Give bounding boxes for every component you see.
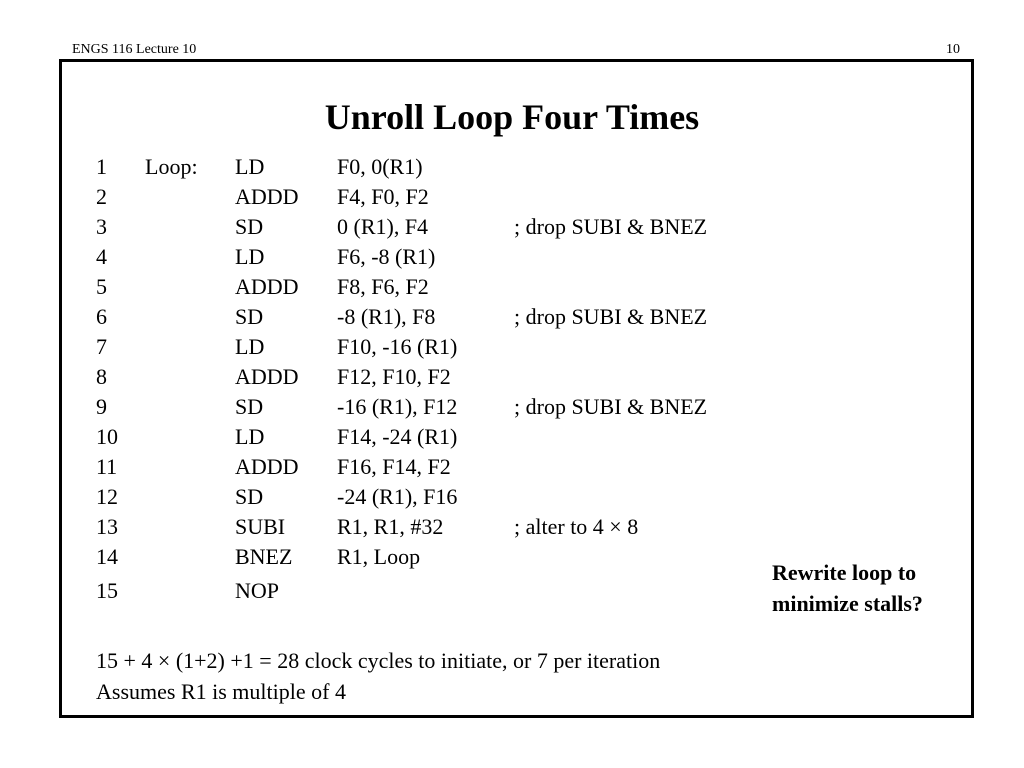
opcode: ADDD xyxy=(235,274,299,299)
opcode: ADDD xyxy=(235,364,299,389)
opcode: SD xyxy=(235,484,264,509)
assumption-note: Assumes R1 is multiple of 4 xyxy=(96,679,346,704)
operands: -16 (R1), F12 xyxy=(337,394,458,419)
operands: F6, -8 (R1) xyxy=(337,244,436,269)
operands: F16, F14, F2 xyxy=(337,454,451,479)
line-number: 1 xyxy=(96,154,107,179)
slide-title: Unroll Loop Four Times xyxy=(324,97,700,137)
line-number: 7 xyxy=(96,334,107,359)
line-number: 8 xyxy=(96,364,107,389)
side-note xyxy=(772,557,923,619)
opcode: LD xyxy=(235,334,265,359)
header-course: ENGS 116 Lecture 10 xyxy=(72,42,197,57)
opcode: LD xyxy=(235,244,265,269)
operands: F14, -24 (R1) xyxy=(337,424,458,449)
operands: F8, F6, F2 xyxy=(337,274,429,299)
line-number: 6 xyxy=(96,304,107,329)
opcode: ADDD xyxy=(235,454,299,479)
opcode: SD xyxy=(235,214,264,239)
line-number: 15 xyxy=(96,578,118,603)
line-number: 14 xyxy=(96,544,118,569)
line-number: 12 xyxy=(96,484,118,509)
line-number: 2 xyxy=(96,184,107,209)
line-number: 9 xyxy=(96,394,107,419)
opcode: SD xyxy=(235,304,264,329)
cycle-summary: 15 + 4 × (1+2) +1 = 28 clock cycles to initiate, or 7 per iteration xyxy=(96,648,661,673)
opcode: ADDD xyxy=(235,184,299,209)
operands: F10, -16 (R1) xyxy=(337,334,458,359)
opcode: BNEZ xyxy=(235,544,293,569)
operands: -24 (R1), F16 xyxy=(337,484,458,509)
operands: R1, Loop xyxy=(337,544,421,569)
comment: ; drop SUBI & BNEZ xyxy=(514,304,708,329)
slide-number: 10 xyxy=(946,42,960,57)
line-number: 5 xyxy=(96,274,107,299)
line-number: 13 xyxy=(96,514,118,539)
opcode: LD xyxy=(235,424,265,449)
operands: R1, R1, #32 xyxy=(337,514,444,539)
operands: F4, F0, F2 xyxy=(337,184,429,209)
comment: ; drop SUBI & BNEZ xyxy=(514,214,708,239)
operands: F12, F10, F2 xyxy=(337,364,451,389)
line-number: 10 xyxy=(96,424,118,449)
line-number: 3 xyxy=(96,214,107,239)
comment: ; drop SUBI & BNEZ xyxy=(514,394,708,419)
operands: 0 (R1), F4 xyxy=(337,214,429,239)
operands: F0, 0(R1) xyxy=(337,154,423,179)
opcode: LD xyxy=(235,154,265,179)
side-note-line2: minimize stalls? xyxy=(772,591,923,616)
opcode: SD xyxy=(235,394,264,419)
opcode: NOP xyxy=(235,578,280,603)
operands: -8 (R1), F8 xyxy=(337,304,436,329)
line-number: 4 xyxy=(96,244,107,269)
opcode: SUBI xyxy=(235,514,286,539)
line-number: 11 xyxy=(96,454,118,479)
loop-label: Loop: xyxy=(145,154,198,179)
side-note-line1: Rewrite loop to xyxy=(772,560,917,585)
comment: ; alter to 4 × 8 xyxy=(514,514,639,539)
